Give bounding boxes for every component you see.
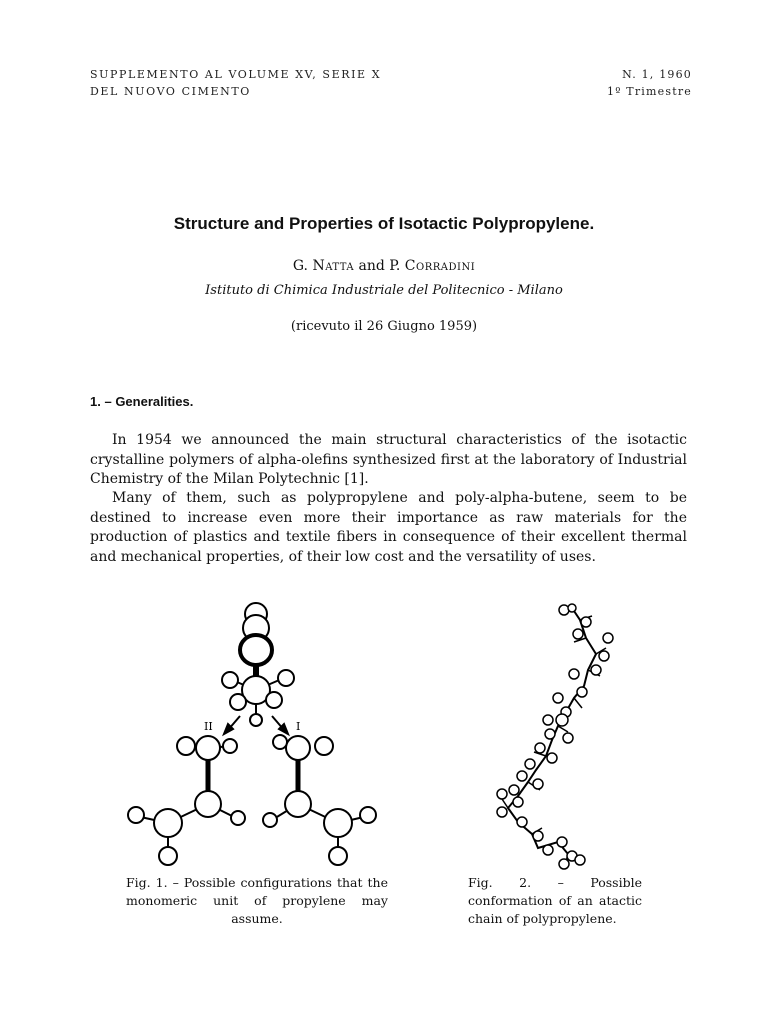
figure-1-caption: Fig. 1. – Possible configurations that the monomeric unit of propylene may assume. xyxy=(126,875,388,926)
author-line xyxy=(0,258,768,274)
figure-2-caption: Fig. 2. – Possible conformation of an atactic chain of polypropylene. xyxy=(468,875,642,926)
author-2-surname: Corradini xyxy=(404,258,476,274)
author-conjunction: and xyxy=(358,258,385,274)
paper-title: Structure and Properties of Isotactic Polypropylene. xyxy=(173,214,595,233)
section-number: 1. – xyxy=(90,394,112,409)
fig1-label-i: I xyxy=(296,720,301,733)
journal-name: DEL NUOVO CIMENTO xyxy=(90,85,251,98)
received-date: (ricevuto il 26 Giugno 1959) xyxy=(290,319,478,334)
figure-2-chain-diagram xyxy=(488,598,628,870)
section-title: Generalities. xyxy=(115,394,194,409)
paragraph-2: Many of them, such as polypropylene and poly-alpha-butene, seem to be destined to increase even more their importance as raw materials for the production of plastics and textile fibers in consequence of their excellent thermal and mechanical properties, of their low cost and the versatility of uses. xyxy=(90,490,687,565)
author-1-surname: Natta xyxy=(312,258,355,274)
author-1-initial: G. xyxy=(292,258,308,274)
figure-1-molecule-diagram xyxy=(120,598,410,873)
journal-series: SUPPLEMENTO AL VOLUME XV, SERIE X xyxy=(90,68,382,81)
affiliation: Istituto di Chimica Industriale del Politecnico - Milano xyxy=(205,283,563,298)
author-2-initial: P. xyxy=(389,258,401,274)
journal-header-right xyxy=(607,66,692,100)
paragraph-1: In 1954 we announced the main structural characteristics of the isotactic crystalline polymers of alpha-olefins synthesized first at the laboratory of Industrial Chemistry of the Milan Polytechnic [1]. xyxy=(90,432,687,487)
issue-quarter: 1º Trimestre xyxy=(607,85,692,98)
journal-header-left xyxy=(90,66,381,100)
fig1-label-ii: II xyxy=(204,720,213,733)
section-heading xyxy=(90,394,193,409)
issue-number: N. 1, 1960 xyxy=(622,68,692,81)
